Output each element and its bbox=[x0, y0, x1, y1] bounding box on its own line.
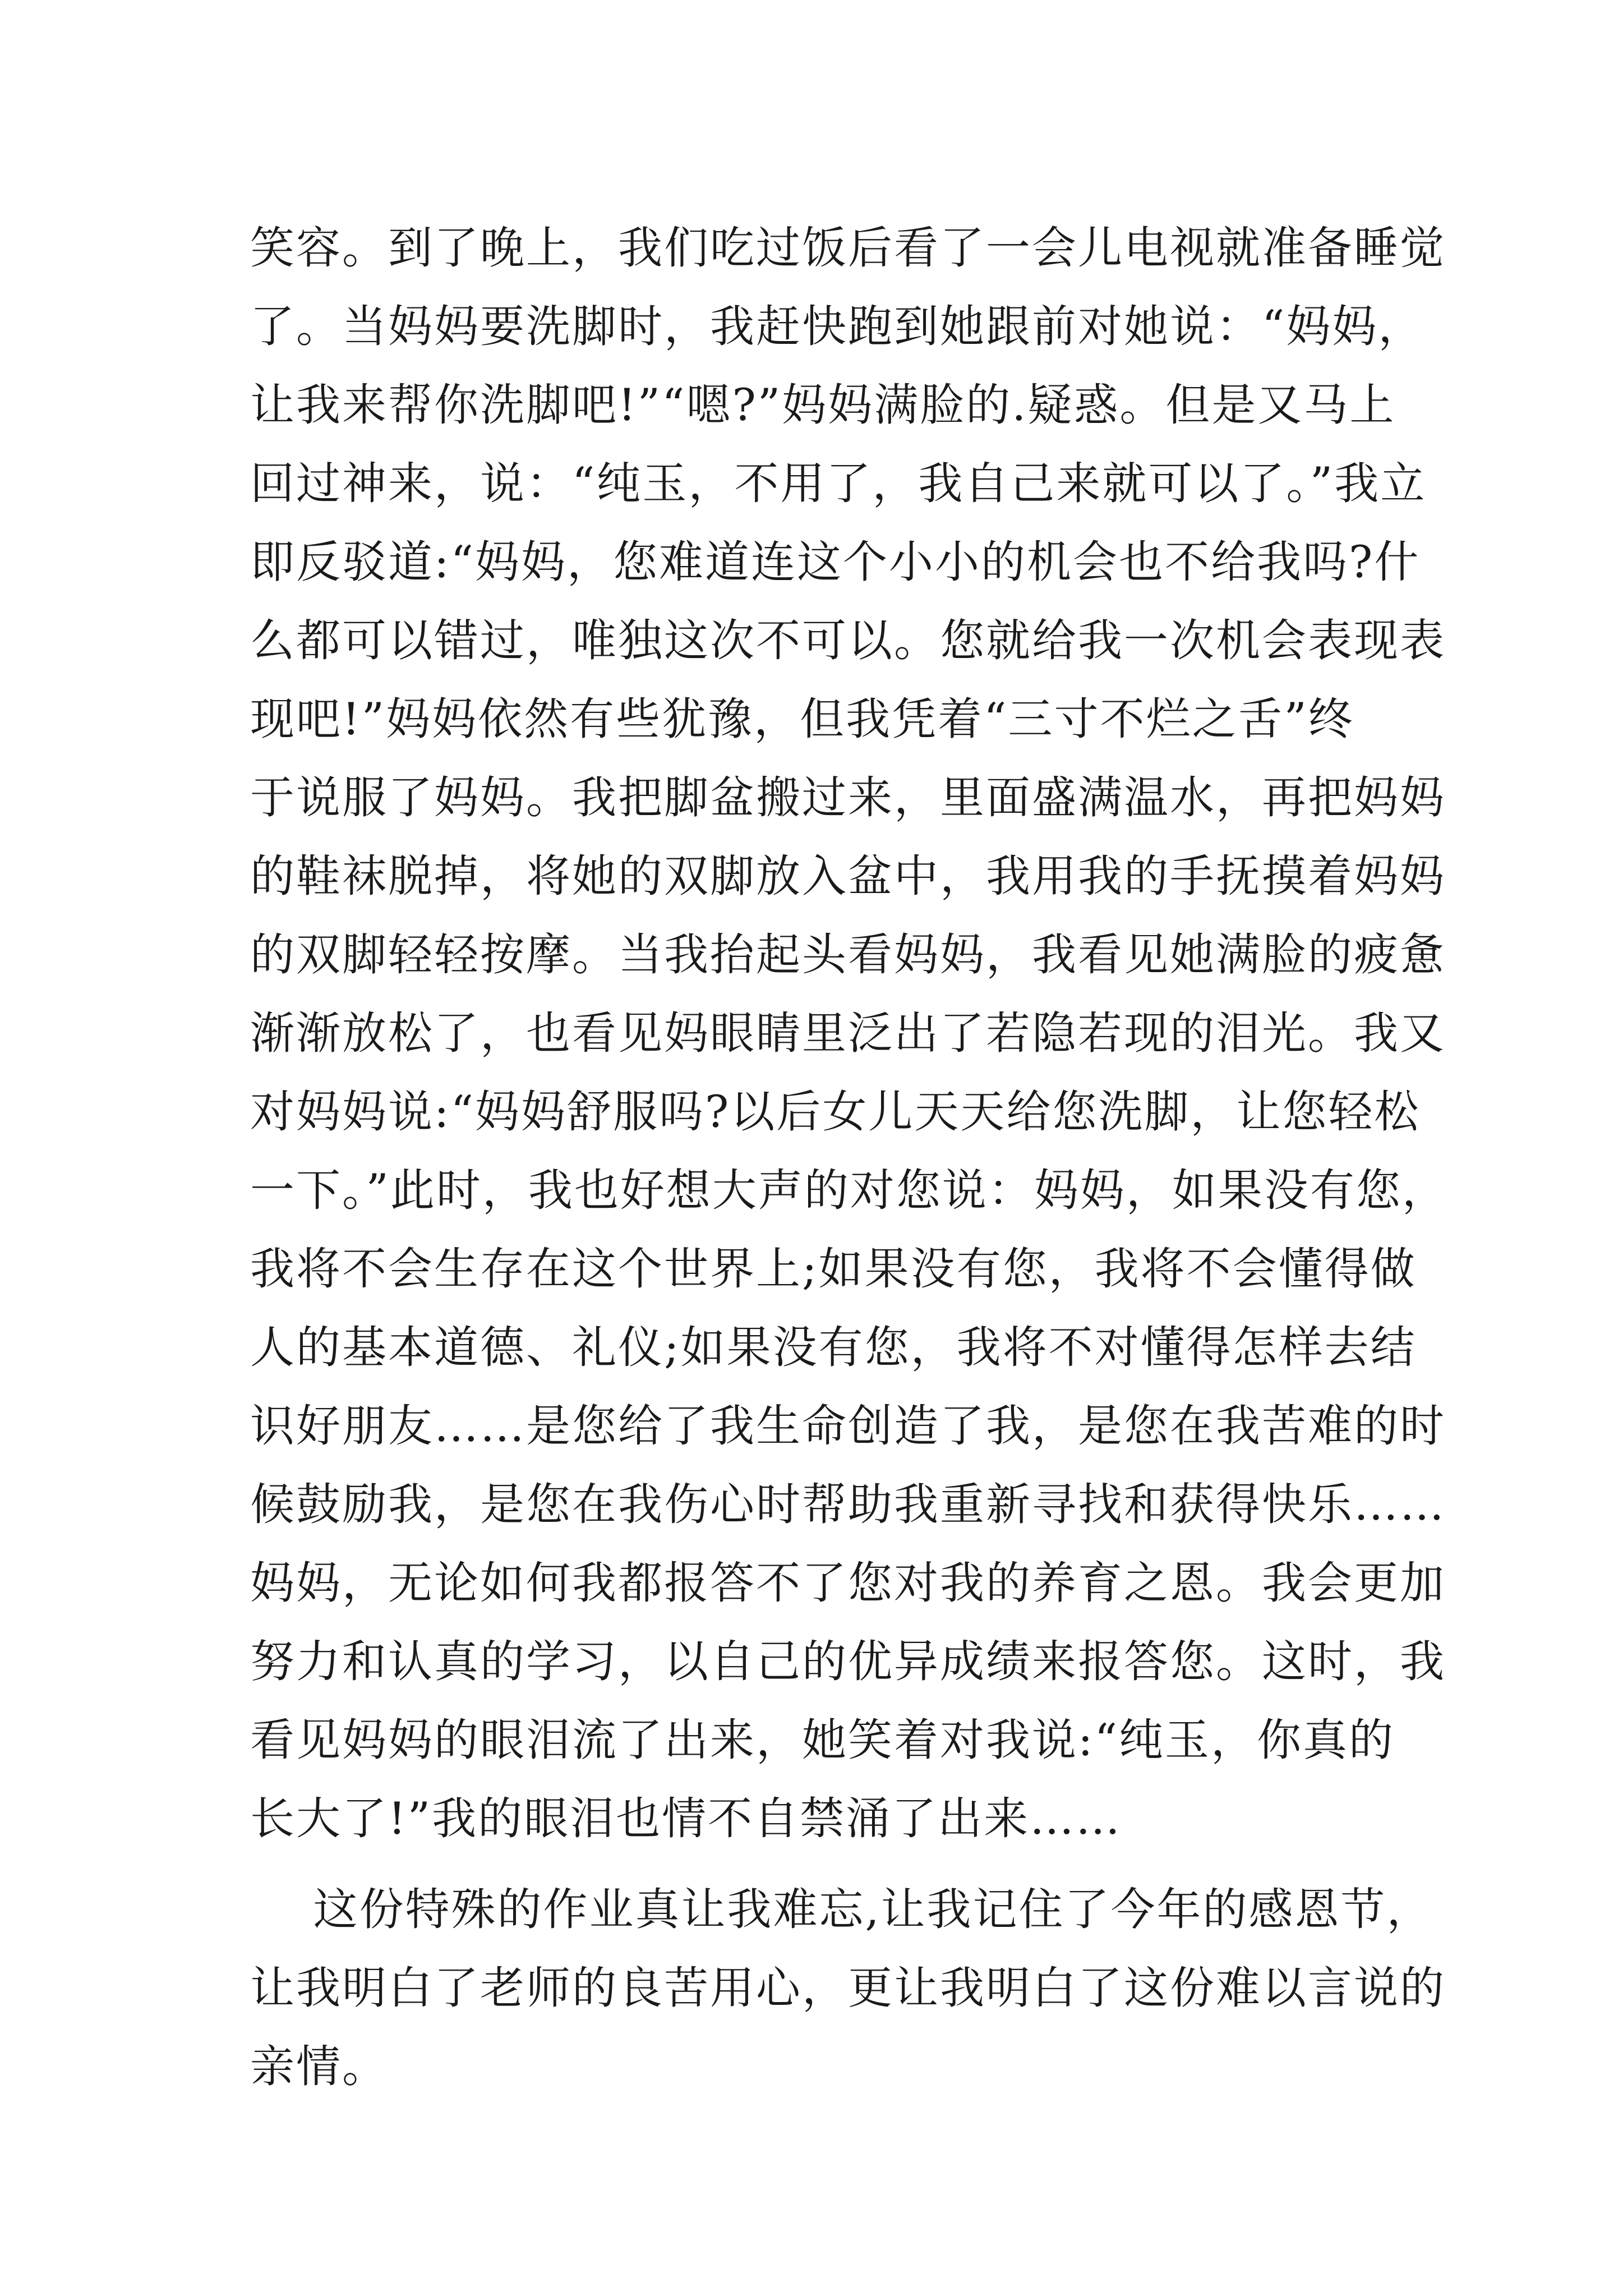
text-line: 努力和认真的学习，以自己的优异成绩来报答您。这时，我 bbox=[250, 1636, 1446, 1687]
text-line: 一下。”此时，我也好想大声的对您说：妈妈，如果没有您， bbox=[250, 1165, 1448, 1216]
text-line: 这份特殊的作业真让我难忘,让我记住了今年的感恩节， bbox=[250, 1884, 1433, 1935]
text-line: 长大了!”我的眼泪也情不自禁涌了出来…… bbox=[250, 1793, 1122, 1844]
text-line: 让我来帮你洗脚吧!”“嗯?”妈妈满脸的.疑惑。但是又马上 bbox=[250, 379, 1396, 431]
text-line: 我将不会生存在这个世界上;如果没有您，我将不会懂得做 bbox=[250, 1243, 1417, 1295]
text-line: 对妈妈说:“妈妈舒服吗?以后女儿天天给您洗脚，让您轻松 bbox=[250, 1086, 1421, 1138]
text-line: 妈妈，无论如何我都报答不了您对我的养育之恩。我会更加 bbox=[250, 1557, 1446, 1609]
text-line: 于说服了妈妈。我把脚盆搬过来，里面盛满温水，再把妈妈 bbox=[250, 772, 1446, 823]
document-body bbox=[250, 209, 1448, 2106]
text-line: 候鼓励我，是您在我伤心时帮助我重新寻找和获得快乐…… bbox=[250, 1479, 1446, 1530]
text-line: 的双脚轻轻按摩。当我抬起头看妈妈，我看见她满脸的疲惫 bbox=[250, 929, 1446, 981]
text-line: 么都可以错过，唯独这次不可以。您就给我一次机会表现表 bbox=[250, 615, 1446, 666]
text-line: 回过神来，说：“纯玉，不用了，我自己来就可以了。”我立 bbox=[250, 458, 1427, 509]
text-line: 让我明白了老师的良苦用心，更让我明白了这份难以言说的 bbox=[250, 1962, 1446, 2014]
paragraph-spacer bbox=[250, 1858, 1383, 1870]
text-line: 人的基本道德、礼仪;如果没有您，我将不对懂得怎样去结 bbox=[250, 1322, 1417, 1373]
text-line: 笑容。到了晚上，我们吃过饭后看了一会儿电视就准备睡觉 bbox=[250, 222, 1446, 274]
text-line: 渐渐放松了，也看见妈眼睛里泛出了若隐若现的泪光。我又 bbox=[250, 1007, 1446, 1059]
text-line: 现吧!”妈妈依然有些犹豫，但我凭着“三寸不烂之舌”终 bbox=[250, 693, 1354, 745]
text-line: 了。当妈妈要洗脚时，我赶快跑到她跟前对她说：“妈妈， bbox=[250, 301, 1424, 352]
text-line: 即反驳道:“妈妈，您难道连这个小小的机会也不给我吗?什 bbox=[250, 536, 1421, 588]
text-line: 看见妈妈的眼泪流了出来，她笑着对我说:“纯玉，你真的 bbox=[250, 1714, 1395, 1766]
text-line: 亲情。 bbox=[250, 2041, 388, 2092]
text-line: 识好朋友……是您给了我生命创造了我，是您在我苦难的时 bbox=[250, 1400, 1446, 1452]
text-line: 的鞋袜脱掉，将她的双脚放入盆中，我用我的手抚摸着妈妈 bbox=[250, 850, 1446, 902]
